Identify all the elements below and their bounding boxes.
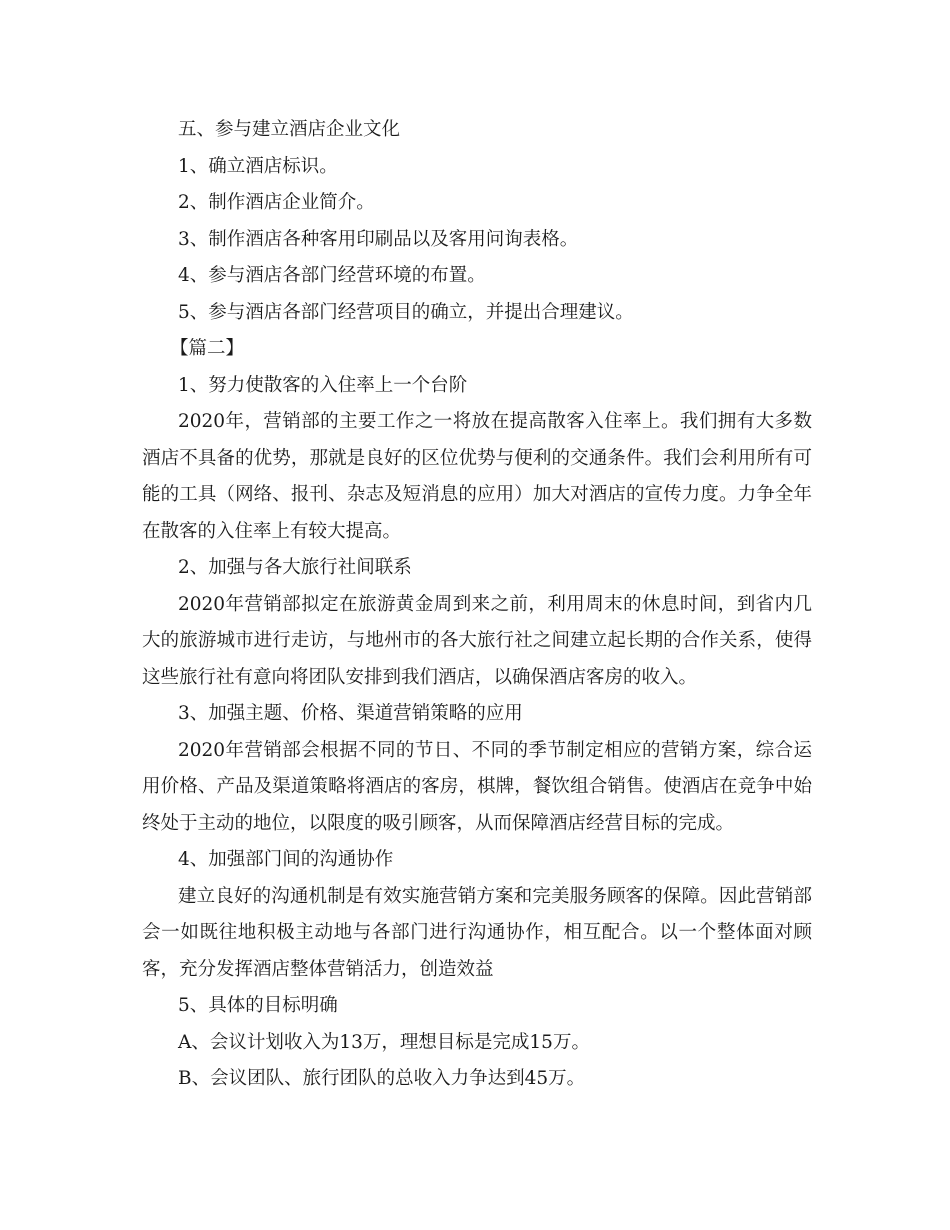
document-body (142, 112, 812, 1098)
target-item: A、会议计划收入为13万，理想目标是完成15万。 (178, 1031, 590, 1053)
target-item: B、会议团队、旅行团队的总收入力争达到45万。 (178, 1068, 586, 1089)
list-item: 5、参与酒店各部门经营项目的确立，并提出合理建议。 (178, 301, 634, 323)
section-heading: 五、参与建立酒店企业文化 (178, 119, 401, 140)
subsection-heading: 1、努力使散客的入住率上一个台阶 (178, 374, 468, 396)
subsection-heading: 2、加强与各大旅行社间联系 (178, 557, 412, 578)
list-item: 2、制作酒店企业简介。 (178, 192, 375, 213)
list-item: 1、确立酒店标识。 (178, 155, 338, 177)
subsection-heading: 3、加强主题、价格、渠道营销策略的应用 (178, 703, 523, 724)
part-title: 【篇二】 (170, 338, 245, 359)
subsection-heading: 5、具体的目标明确 (178, 995, 338, 1016)
list-item: 4、参与酒店各部门经营环境的布置。 (178, 265, 486, 286)
paragraph: 2020年，营销部的主要工作之一将放在提高散客入住率上。我们拥有大多数酒店不具备的优势，那就是良好的区位优势与便利的交通条件。我们会利用所有可能的工具（网络、报刊、杂志及短消息的应用）加大对酒店的宣传力度。力争全年在散客的入住率上有较大提高。 (142, 411, 812, 542)
paragraph: 2020年营销部会根据不同的节日、不同的季节制定相应的营销方案，综合运用价格、产品及渠道策略将酒店的客房，棋牌，餐饮组合销售。使酒店在竞争中始终处于主动的地位，以限度的吸引顾客，从而保障酒店经营目标的完成。 (142, 739, 812, 834)
list-item: 3、制作酒店各种客用印刷品以及客用问询表格。 (178, 228, 579, 250)
paragraph: 建立良好的沟通机制是有效实施营销方案和完美服务顾客的保障。因此营销部会一如既往地积极主动地与各部门进行沟通协作，相互配合。以一个整体面对顾客，充分发挥酒店整体营销活力，创造效益 (142, 885, 812, 980)
paragraph: 2020年营销部拟定在旅游黄金周到来之前，利用周末的休息时间，到省内几大的旅游城市进行走访，与地州市的各大旅行社之间建立起长期的合作关系，使得这些旅行社有意向将团队安排到我们酒店，以确保酒店客房的收入。 (142, 593, 812, 688)
subsection-heading: 4、加强部门间的沟通协作 (178, 849, 394, 870)
